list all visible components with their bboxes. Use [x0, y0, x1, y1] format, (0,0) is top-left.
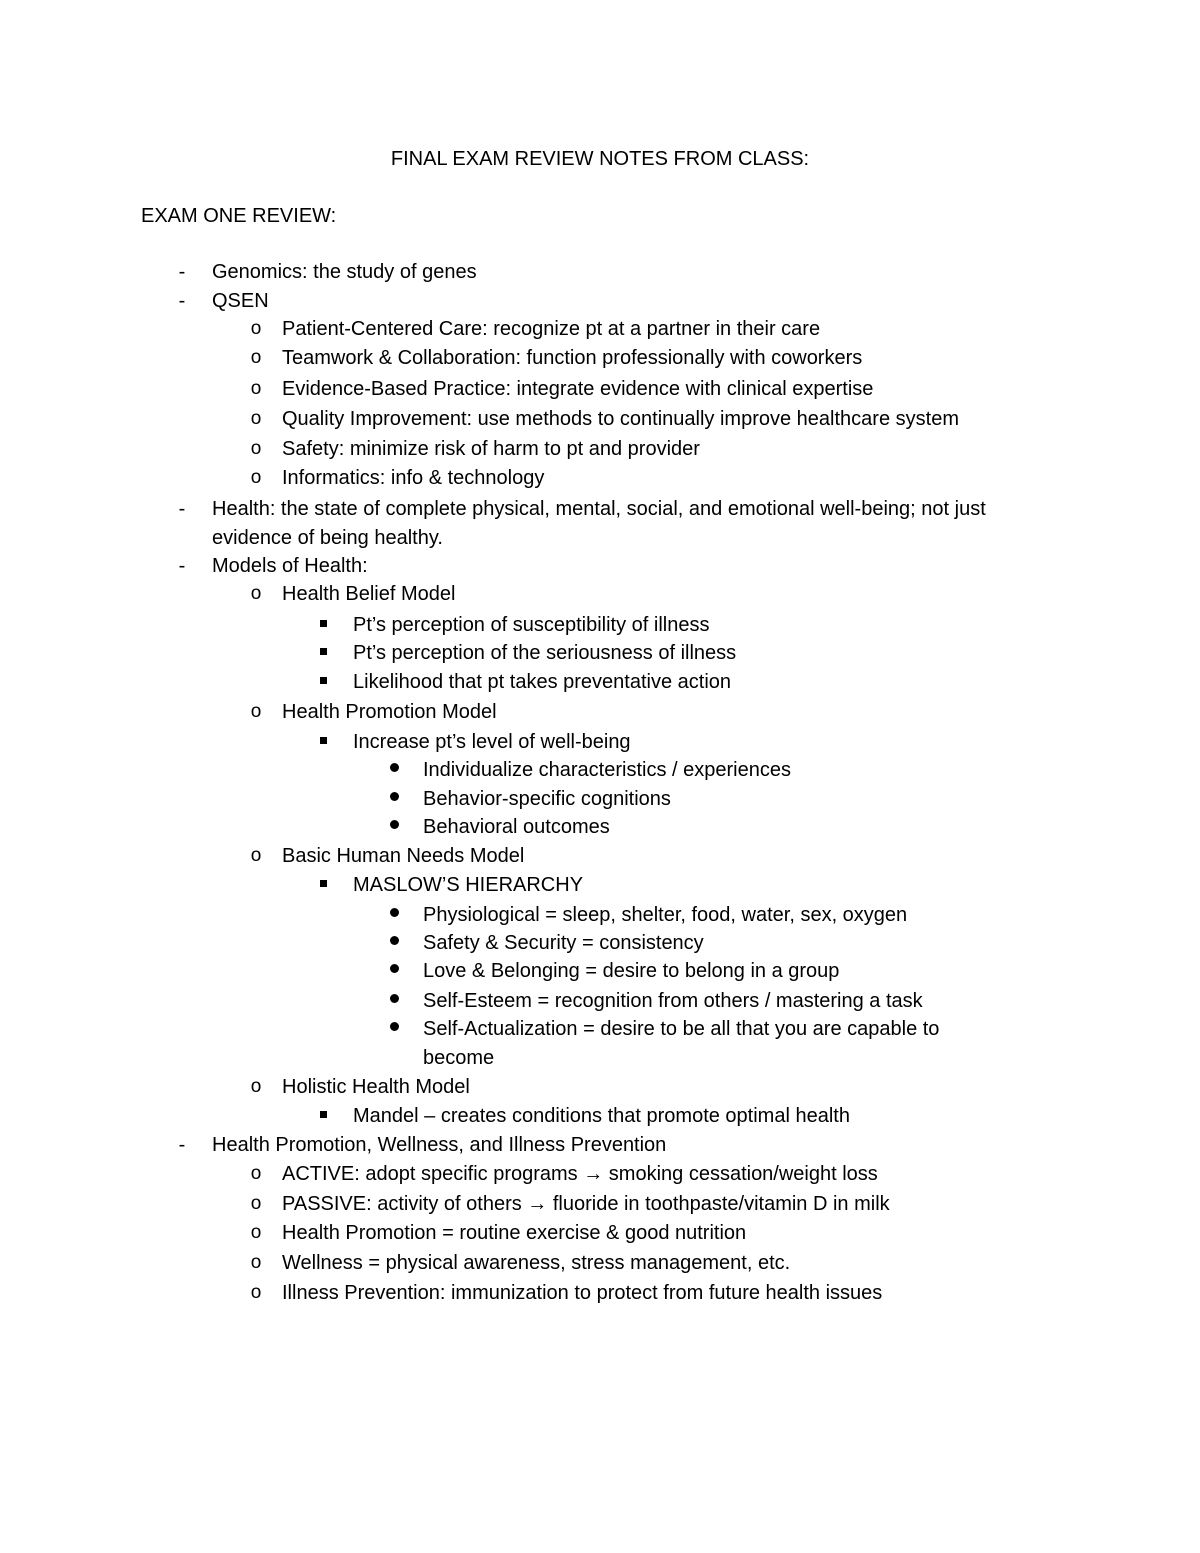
list-item-text: Teamwork & Collaboration: function professionally with coworkers — [282, 347, 863, 369]
circle-bullet-icon: o — [250, 1193, 262, 1214]
list-item-text: Self-Actualization = desire to be all that you are capable to — [423, 1018, 940, 1040]
list-item-text: Health Promotion Model — [282, 701, 497, 723]
list-item-text: Self-Esteem = recognition from others / mastering a task — [423, 990, 923, 1012]
dash-bullet-icon: - — [178, 555, 186, 577]
circle-bullet-icon: o — [250, 583, 262, 604]
list-item-text: Health Promotion, Wellness, and Illness Prevention — [212, 1134, 667, 1156]
circle-bullet-icon: o — [250, 318, 262, 339]
circle-bullet-icon: o — [250, 408, 262, 429]
list-item-text: Mandel – creates conditions that promote optimal health — [353, 1105, 850, 1127]
dash-bullet-icon: - — [178, 1134, 186, 1156]
list-item-text: Pt’s perception of susceptibility of illness — [353, 614, 710, 636]
square-bullet-icon — [313, 669, 333, 695]
square-bullet-icon — [313, 729, 333, 755]
list-item-text: Basic Human Needs Model — [282, 845, 525, 867]
circle-bullet-icon: o — [250, 467, 262, 488]
dash-bullet-icon: - — [178, 498, 186, 520]
list-item-text: Quality Improvement: use methods to continually improve healthcare system — [282, 408, 959, 430]
list-item-text: Illness Prevention: immunization to protect from future health issues — [282, 1282, 883, 1304]
disc-bullet-icon — [384, 757, 404, 783]
list-item-text: Behavioral outcomes — [423, 816, 610, 838]
list-item-text: ACTIVE: adopt specific programs → smoking cessation/weight loss — [282, 1163, 878, 1185]
circle-bullet-icon: o — [250, 845, 262, 866]
dash-bullet-icon: - — [178, 290, 186, 312]
disc-bullet-icon — [384, 1016, 404, 1042]
square-bullet-icon — [313, 612, 333, 638]
circle-bullet-icon: o — [250, 1222, 262, 1243]
list-item-text: Models of Health: — [212, 555, 368, 577]
list-item-text: Evidence-Based Practice: integrate evidence with clinical expertise — [282, 378, 874, 400]
list-item-text: Health Promotion = routine exercise & good nutrition — [282, 1222, 747, 1244]
circle-bullet-icon: o — [250, 701, 262, 722]
list-item-text: Health: the state of complete physical, mental, social, and emotional well-being; not just — [212, 498, 986, 520]
disc-bullet-icon — [384, 930, 404, 956]
disc-bullet-icon — [384, 958, 404, 984]
list-item-text: MASLOW’S HIERARCHY — [353, 874, 584, 896]
circle-bullet-icon: o — [250, 1252, 262, 1273]
list-item-text: PASSIVE: activity of others → fluoride in toothpaste/vitamin D in milk — [282, 1193, 890, 1215]
list-item-text: Individualize characteristics / experiences — [423, 759, 791, 781]
disc-bullet-icon — [384, 814, 404, 840]
list-item-text: Physiological = sleep, shelter, food, water, sex, oxygen — [423, 904, 908, 926]
list-item-text: Increase pt’s level of well-being — [353, 731, 631, 753]
section-heading: EXAM ONE REVIEW: — [141, 205, 337, 227]
list-item-text: Behavior-specific cognitions — [423, 788, 671, 810]
list-item-text: Holistic Health Model — [282, 1076, 470, 1098]
disc-bullet-icon — [384, 902, 404, 928]
list-item-text: QSEN — [212, 290, 269, 312]
disc-bullet-icon — [384, 988, 404, 1014]
document-title: FINAL EXAM REVIEW NOTES FROM CLASS: — [390, 148, 810, 170]
list-item-text: Safety & Security = consistency — [423, 932, 704, 954]
disc-bullet-icon — [384, 786, 404, 812]
list-item-text: Likelihood that pt takes preventative action — [353, 671, 732, 693]
list-item-text: evidence of being healthy. — [212, 527, 443, 549]
circle-bullet-icon: o — [250, 1282, 262, 1303]
circle-bullet-icon: o — [250, 378, 262, 399]
list-item-text: Love & Belonging = desire to belong in a group — [423, 960, 840, 982]
square-bullet-icon — [313, 1103, 333, 1129]
list-item-text: Safety: minimize risk of harm to pt and provider — [282, 438, 700, 460]
dash-bullet-icon: - — [178, 261, 186, 283]
square-bullet-icon — [313, 872, 333, 898]
list-item-text: Health Belief Model — [282, 583, 456, 605]
circle-bullet-icon: o — [250, 1076, 262, 1097]
list-item-text: Wellness = physical awareness, stress management, etc. — [282, 1252, 791, 1274]
square-bullet-icon — [313, 640, 333, 666]
list-item-text: Pt’s perception of the seriousness of illness — [353, 642, 737, 664]
circle-bullet-icon: o — [250, 1163, 262, 1184]
list-item-text: Informatics: info & technology — [282, 467, 545, 489]
list-item-text: become — [423, 1047, 495, 1069]
list-item-text: Genomics: the study of genes — [212, 261, 477, 283]
circle-bullet-icon: o — [250, 347, 262, 368]
list-item-text: Patient-Centered Care: recognize pt at a partner in their care — [282, 318, 821, 340]
circle-bullet-icon: o — [250, 438, 262, 459]
